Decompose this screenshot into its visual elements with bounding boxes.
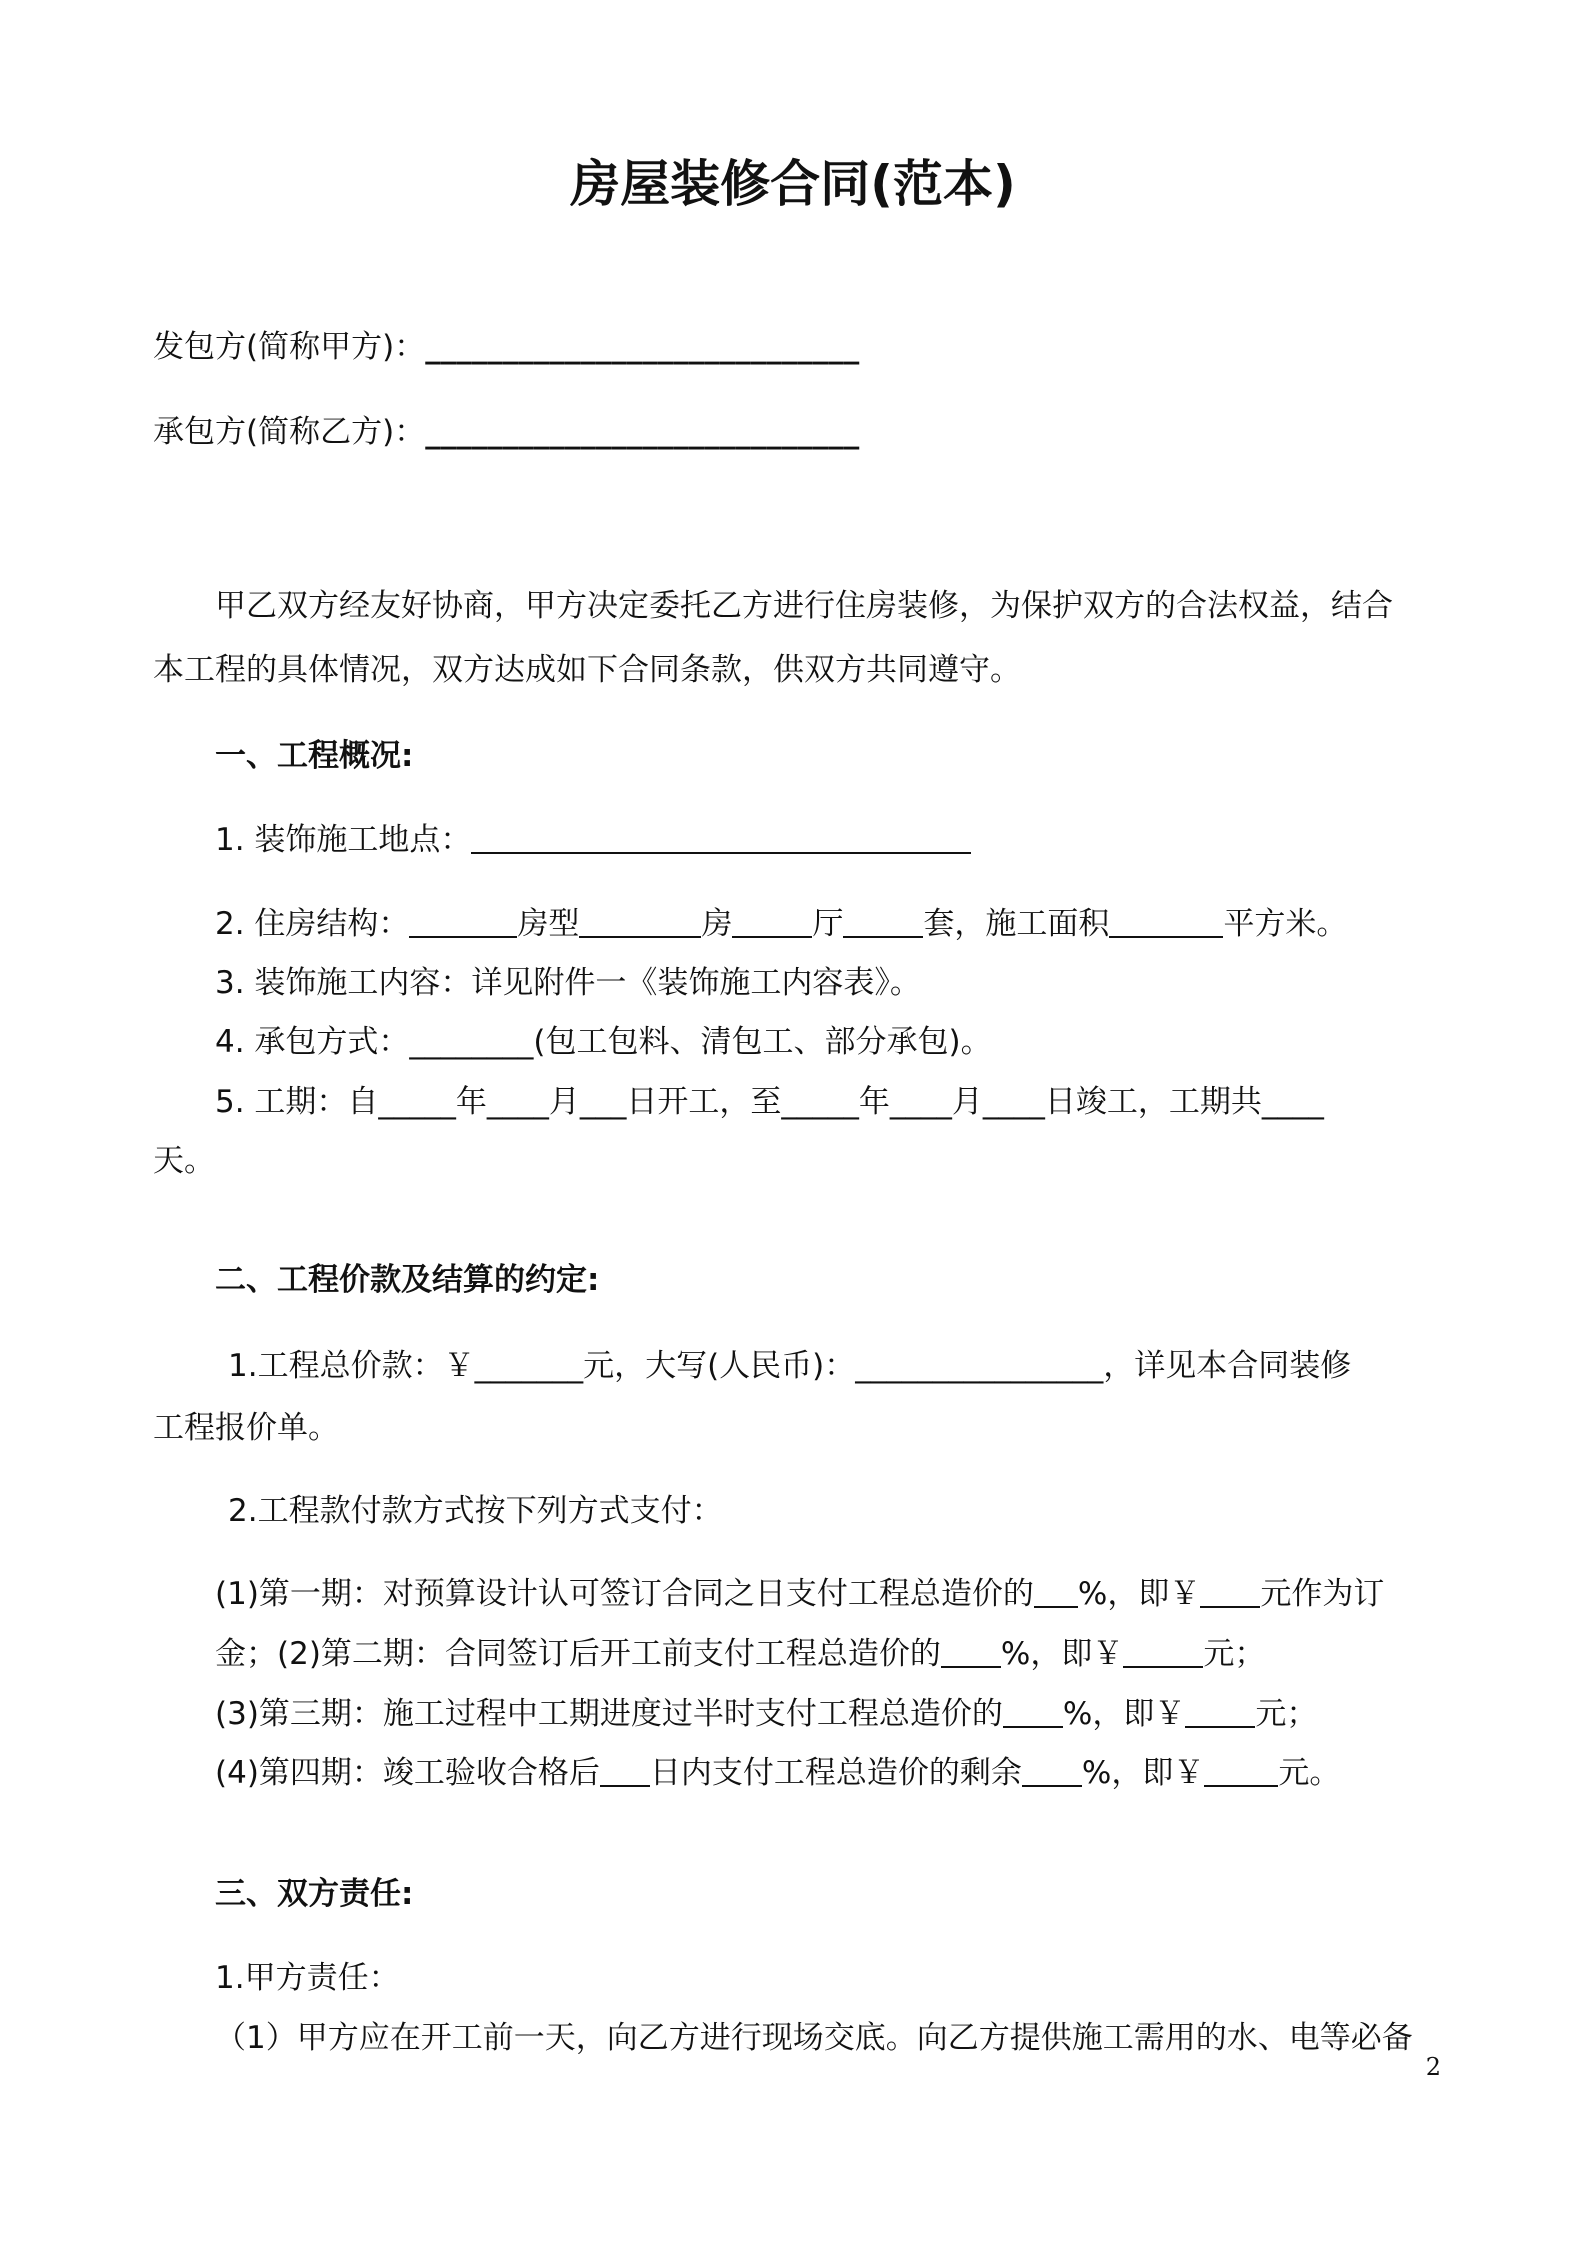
s1-item-1-label: 1. 装饰施工地点： xyxy=(215,822,472,858)
payment-2-amount-blank[interactable] xyxy=(1123,1638,1203,1668)
payment-3-percent-text: %，即￥ xyxy=(1062,1696,1186,1732)
payment-4-days-blank[interactable] xyxy=(600,1757,650,1787)
s1-item-2 xyxy=(215,904,1347,944)
section-3-heading: 三、双方责任: xyxy=(215,1876,414,1912)
s1-item-5-line-2: 天。 xyxy=(153,1143,215,1179)
payment-2-text: 金；(2)第二期：合同签订后开工前支付工程总造价的 xyxy=(215,1636,941,1672)
payment-1-percent-text: %，即￥ xyxy=(1077,1576,1201,1612)
document-title: 房屋装修合同(范本) xyxy=(570,155,1016,213)
payment-3-tail-text: 元； xyxy=(1255,1696,1318,1732)
s1-item-2-text-room-type: 房型 xyxy=(517,906,580,942)
s3-item-1: 1.甲方责任： xyxy=(215,1960,400,1996)
party-b-label: 承包方(简称乙方)： xyxy=(153,414,426,450)
payment-3-text: (3)第三期：施工过程中工期进度过半时支付工程总造价的 xyxy=(215,1696,1003,1732)
area-blank[interactable] xyxy=(1109,908,1223,938)
s1-item-2-text-unit: 平方米。 xyxy=(1223,906,1348,942)
payment-4-text: (4)第四期：竣工验收合格后 xyxy=(215,1755,600,1791)
s1-item-5-line-1: 5. 工期：自_____年____月___日开工，至_____年____月____日竣工，工期共____ xyxy=(215,1084,1324,1120)
sets-blank[interactable] xyxy=(843,908,923,938)
s2-item-2: 2.工程款付款方式按下列方式支付： xyxy=(228,1493,723,1529)
payment-4-percent-text: %，即￥ xyxy=(1081,1755,1205,1791)
s1-item-2-text-hall: 厅 xyxy=(812,906,844,942)
section-2-heading: 二、工程价款及结算的约定: xyxy=(215,1262,600,1298)
payment-2-percent-blank[interactable] xyxy=(941,1638,1001,1668)
intro-paragraph-line-2: 本工程的具体情况，双方达成如下合同条款，供双方共同遵守。 xyxy=(153,652,1021,688)
payment-2-percent-text: %，即￥ xyxy=(1000,1636,1124,1672)
party-b-line xyxy=(153,412,859,452)
payment-4-percent-blank[interactable] xyxy=(1022,1757,1082,1787)
halls-blank[interactable] xyxy=(732,908,812,938)
s1-item-3: 3. 装饰施工内容：详见附件一《装饰施工内容表》。 xyxy=(215,965,921,1001)
payment-line-3 xyxy=(215,1694,1317,1734)
payment-1-amount-blank[interactable] xyxy=(1200,1578,1260,1608)
s1-item-4: 4. 承包方式：________(包工包料、清包工、部分承包)。 xyxy=(215,1024,992,1060)
party-b-blank[interactable]: ____________________________ xyxy=(425,414,860,450)
s2-item-1-line-1: 1.工程总价款：￥_______元，大写(人民币)：________________，详见本合同装修 xyxy=(228,1348,1352,1384)
s3-item-1-1: （1）甲方应在开工前一天，向乙方进行现场交底。向乙方提供施工需用的水、电等必备 xyxy=(215,2020,1413,2056)
payment-4-remain-text: 日内支付工程总造价的剩余 xyxy=(649,1755,1022,1791)
payment-1-text: (1)第一期：对预算设计认可签订合同之日支付工程总造价的 xyxy=(215,1576,1034,1612)
intro-paragraph-line-1: 甲乙双方经友好协商，甲方决定委托乙方进行住房装修，为保护双方的合法权益，结合 xyxy=(215,588,1393,624)
payment-4-amount-blank[interactable] xyxy=(1204,1757,1278,1787)
section-1-heading: 一、工程概况: xyxy=(215,738,414,774)
payment-line-2 xyxy=(215,1634,1265,1674)
page-number: 2 xyxy=(1425,2053,1441,2081)
payment-4-tail-text: 元。 xyxy=(1278,1755,1341,1791)
party-a-blank[interactable]: ____________________________ xyxy=(425,329,860,365)
party-a-line xyxy=(153,327,859,367)
s1-item-2-text-area: 套，施工面积 xyxy=(923,906,1110,942)
payment-1-percent-blank[interactable] xyxy=(1034,1578,1078,1608)
payment-line-1 xyxy=(215,1574,1384,1614)
s1-item-1 xyxy=(215,820,971,860)
s1-item-2-label: 2. 住房结构： xyxy=(215,906,410,942)
rooms-blank[interactable] xyxy=(579,908,701,938)
payment-1-tail-text: 元作为订 xyxy=(1260,1576,1385,1612)
address-blank[interactable] xyxy=(471,824,971,854)
payment-3-amount-blank[interactable] xyxy=(1185,1698,1255,1728)
s1-item-2-text-room: 房 xyxy=(701,906,733,942)
structure-blank[interactable] xyxy=(409,908,517,938)
party-a-label: 发包方(简称甲方)： xyxy=(153,329,426,365)
payment-2-tail-text: 元； xyxy=(1203,1636,1266,1672)
payment-3-percent-blank[interactable] xyxy=(1003,1698,1063,1728)
s2-item-1-line-2: 工程报价单。 xyxy=(153,1410,339,1446)
payment-line-4 xyxy=(215,1753,1340,1793)
